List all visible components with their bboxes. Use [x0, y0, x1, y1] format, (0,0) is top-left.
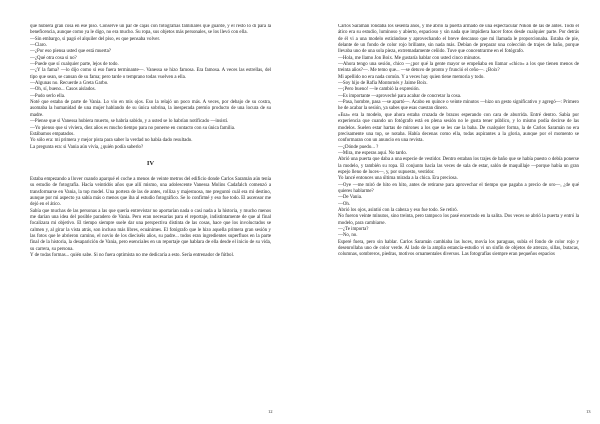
- paragraph: La pregunta era: si Vania aún vivía, ¿quién podía saberlo?: [30, 144, 144, 150]
- paragraph: —¿Qué otra cosa si no?: [30, 55, 77, 61]
- paragraph: —Oye —me miró de hito en hito, antes de retirarse para aprovechar el tiempo que pagaba a precio de oro—, ¿de qué quieres hablarme?: [338, 182, 579, 194]
- paragraph: —¿Dónde puedo... ?: [338, 144, 379, 150]
- paragraph: —Yo pienso que si viviera, diez años es mucho tiempo para no ponerse en contacto con su única familia.: [30, 125, 236, 131]
- paragraph: —Oh.: [338, 201, 351, 207]
- page-number: 13: [586, 409, 591, 414]
- paragraph: Estaba empezando a llover cuando aparqué el coche a menos de veinte metros del edificio donde Carlos Saramán aún tenía su estudio de fotografía. Hacía veintidós años que allí mismo, una adolescente Vanessa Molins Cadafalch comenzó a transformarse en Vania, la top model. Una portera de las de antes, rolliza y majestuosa, me preguntó cuál era mi destino, aunque por mi aspecto ya sabía más o menos que iba al estudio fotográfico. Se lo confirmé y eso fue todo. El ascensor me dejó en el ático.: [30, 176, 271, 208]
- paragraph: Abrió los ojos, asintió con la cabeza y eso fue todo. Se retiró.: [338, 207, 458, 213]
- paragraph: —¿Y la fama? —lo dijo como si eso fuera terminante—. Vanessa se hizo famosa. Era famosa. A veces las estrellas, del tipo que sean, se cansan de su fama; pero tarde o temprano todas vuelven a ella.: [30, 68, 271, 80]
- paragraph: Sabía que muchas de las personas a las que quería entrevistar no aportarían nada o casi nada a la historia, y mucho menos me darían una idea del posible paradero de Vania. Pero eran necesarias para el reportaje, indistintamente de que al final focalizara mi objetivo. El tiempo siempre suele dar una perspectiva distinta de las cosas, hace que los involucrados se calmen y, al girar la vista atrás, son incluso más libres, ecuánimes. El fotógrafo que le hizo aquella primera gran sesión y las fotos que le abrieron camino, el novio de los dieciséis años, su padre... todos eran ingredientes superfluos en la parte final de la historia, la desaparición de Vania, pero esenciales en un reportaje que hablara de ella desde el inicio de su vida, su carrera, su persona.: [30, 208, 271, 252]
- paragraph: —Hola, me llamo Jon Boix. Me gustaría hablar con usted cinco minutos.: [338, 55, 481, 61]
- paragraph: —Ahora tengo una sesión, chico —¿por qué la gente mayor se empeñaba en llamar «chico» a los que tienen menos de treinta años?—. Me temo que... —se detuvo de pronto y frunció el ceño—. ¿Boix?: [338, 62, 579, 74]
- paragraph: Noté que estaba de parte de Vania. Lo vio en mis ojos. Eso la relajó un poco más. A veces, por debajo de su costra, asomaba la humanidad de una mujer hablando de su única sobrina, la inesperada premio producto de una locura de su madre.: [30, 100, 271, 118]
- paragraph: —No, no.: [338, 233, 358, 239]
- chapter-heading: IV: [146, 159, 155, 167]
- paragraph: —Pasa, hombre, pasa —se apartó—. Acabo en quince o veinte minutos —hizo un gesto significativo y agregó—: Primero he de acabar la sesión, ya sabes que esas cuestan dinero.: [338, 100, 579, 112]
- paragraph: «Esa» era la modelo, que ahora estaba cruzada de brazos esperando con cara de aburrida. Entré dentro. Sabía por experiencia que cuando un fotógrafo está en plena sesión no le gusta tener público, y lo mismo podía decirse de las modelos. Suelen estar hartas de mirones a los que se les cae la baba. De cualquier forma, la de Carlos Saramán no era precisamente una top, se notaba. Había decenas como ella, todas aspirantes a la gloria, aunque por el momento se conformaran con un anuncio en una revista.: [338, 112, 579, 144]
- paragraph: —¿Te importa?: [338, 227, 369, 232]
- paragraph: Yo lancé entonces una última mirada a la chica. Era preciosa.: [338, 176, 458, 182]
- paragraph: —Mira, me esperas aquí. No tardo.: [338, 150, 407, 156]
- paragraph: Yo sólo era: mi primera y mejor pista para saber la verdad no había dado resultado.: [30, 138, 193, 144]
- paragraph: Y de todas formas... quién sabe. Si no fuera optimista no me dedicaría a esto. Sería entrenador de fútbol.: [30, 253, 235, 258]
- paragraph: —Sin embargo, si pagó el alquiler del piso, es que pensaba volver.: [30, 36, 161, 42]
- paragraph: —Claro.: [30, 43, 47, 49]
- paragraph: Esperé fuera, pero sin hablar. Carlos Saramán cambiaba las luces, movía los paraguas, subía el fondo de color rojo y desenrollaba uno de color verde. Al lado de la amplia estancia-estudio vi un sinfín de objetos de atrezzo, sillas, butacas, columnas, sombreros, piedras, motivos ornamentales diversos. Las fotografías siempre eran pequeños espacios: [338, 239, 579, 258]
- paragraph: —Es importante —aproveché para acabar de concretar la cosa.: [338, 93, 462, 99]
- paragraph: —Pudo serlo ella.: [30, 93, 66, 99]
- right-page-text: [338, 24, 579, 404]
- paragraph: —Algunas no. Recuerde a Greta Garbo.: [30, 81, 109, 87]
- paragraph: —Soy hijo de Rafia Montornés y Jaime Boix.: [338, 81, 428, 87]
- paragraph: Estábamos empatados.: [30, 131, 75, 137]
- paragraph: —Oh, sí, bueno... Casos aislados.: [30, 87, 96, 93]
- paragraph: —De Vania.: [338, 195, 363, 201]
- paragraph: —¡Pero bueno! —le cambió la expresión.: [338, 87, 420, 93]
- right-page: [300, 0, 600, 424]
- page-number: 12: [268, 409, 273, 414]
- paragraph: Carlos Saramán rondaba los sesenta años, y me abrió la puerta armado de una espectacular Nikon de las de antes. Todo el ático era su estudio, luminoso y abierto, espacioso y sin nada que impidiera hacer fotos desde cualquier parte. Por detrás de él vi a una modelo estirándose y aprovechando el breve descanso que mi llamada le proporcionaba. Estaba de pie, delante de un fondo de color rojo brillante, sin nada más. Debían de preparar una colección de trajes de baño, porque llevaba uno de una sola pieza, extremadamente ceñido. Tuve que concentrarme en el fotógrafo.: [338, 24, 579, 55]
- paragraph: Mi apellido no era nada común. Y a veces hay quien tiene memoria y todo.: [338, 74, 485, 80]
- paragraph: que hubiera gran cosa en ese piso. Conserve un par de cajas con fotografías familiares que guardé, y el resto lo di para la beneficencia, aunque como ya le digo, no era mucho. Su ropa, sus objetos más personales, se los llevó con ella.: [30, 24, 271, 36]
- paragraph: —¿Por eso piensa usted que está muerta?: [30, 49, 111, 55]
- paragraph: —Puede que sí cualquier parte, lejos de todo.: [30, 62, 119, 68]
- paragraph: Abrió una puerta que daba a una especie de vestidor. Dentro estaban los trajes de baño que se había puesto o debía ponerse la modelo, y también su ropa. El conjunto hacía las veces de sala de estar, salón de maquillaje —porque había un gran espejo lleno de luces—, y, por supuesto, vestidor.: [338, 157, 579, 175]
- paragraph: —Piense que si Vanessa hubiera muerto, se habría sabido, y a usted se lo habrían notificado —insistí.: [30, 119, 229, 125]
- paragraph: No fueron veinte minutos, sino treinta, pero tampoco los pasé encerrado en la salita. Dos veces se abrió la puerta y entró la modelo, para cambiarse.: [338, 214, 579, 226]
- left-page-text: [30, 24, 271, 404]
